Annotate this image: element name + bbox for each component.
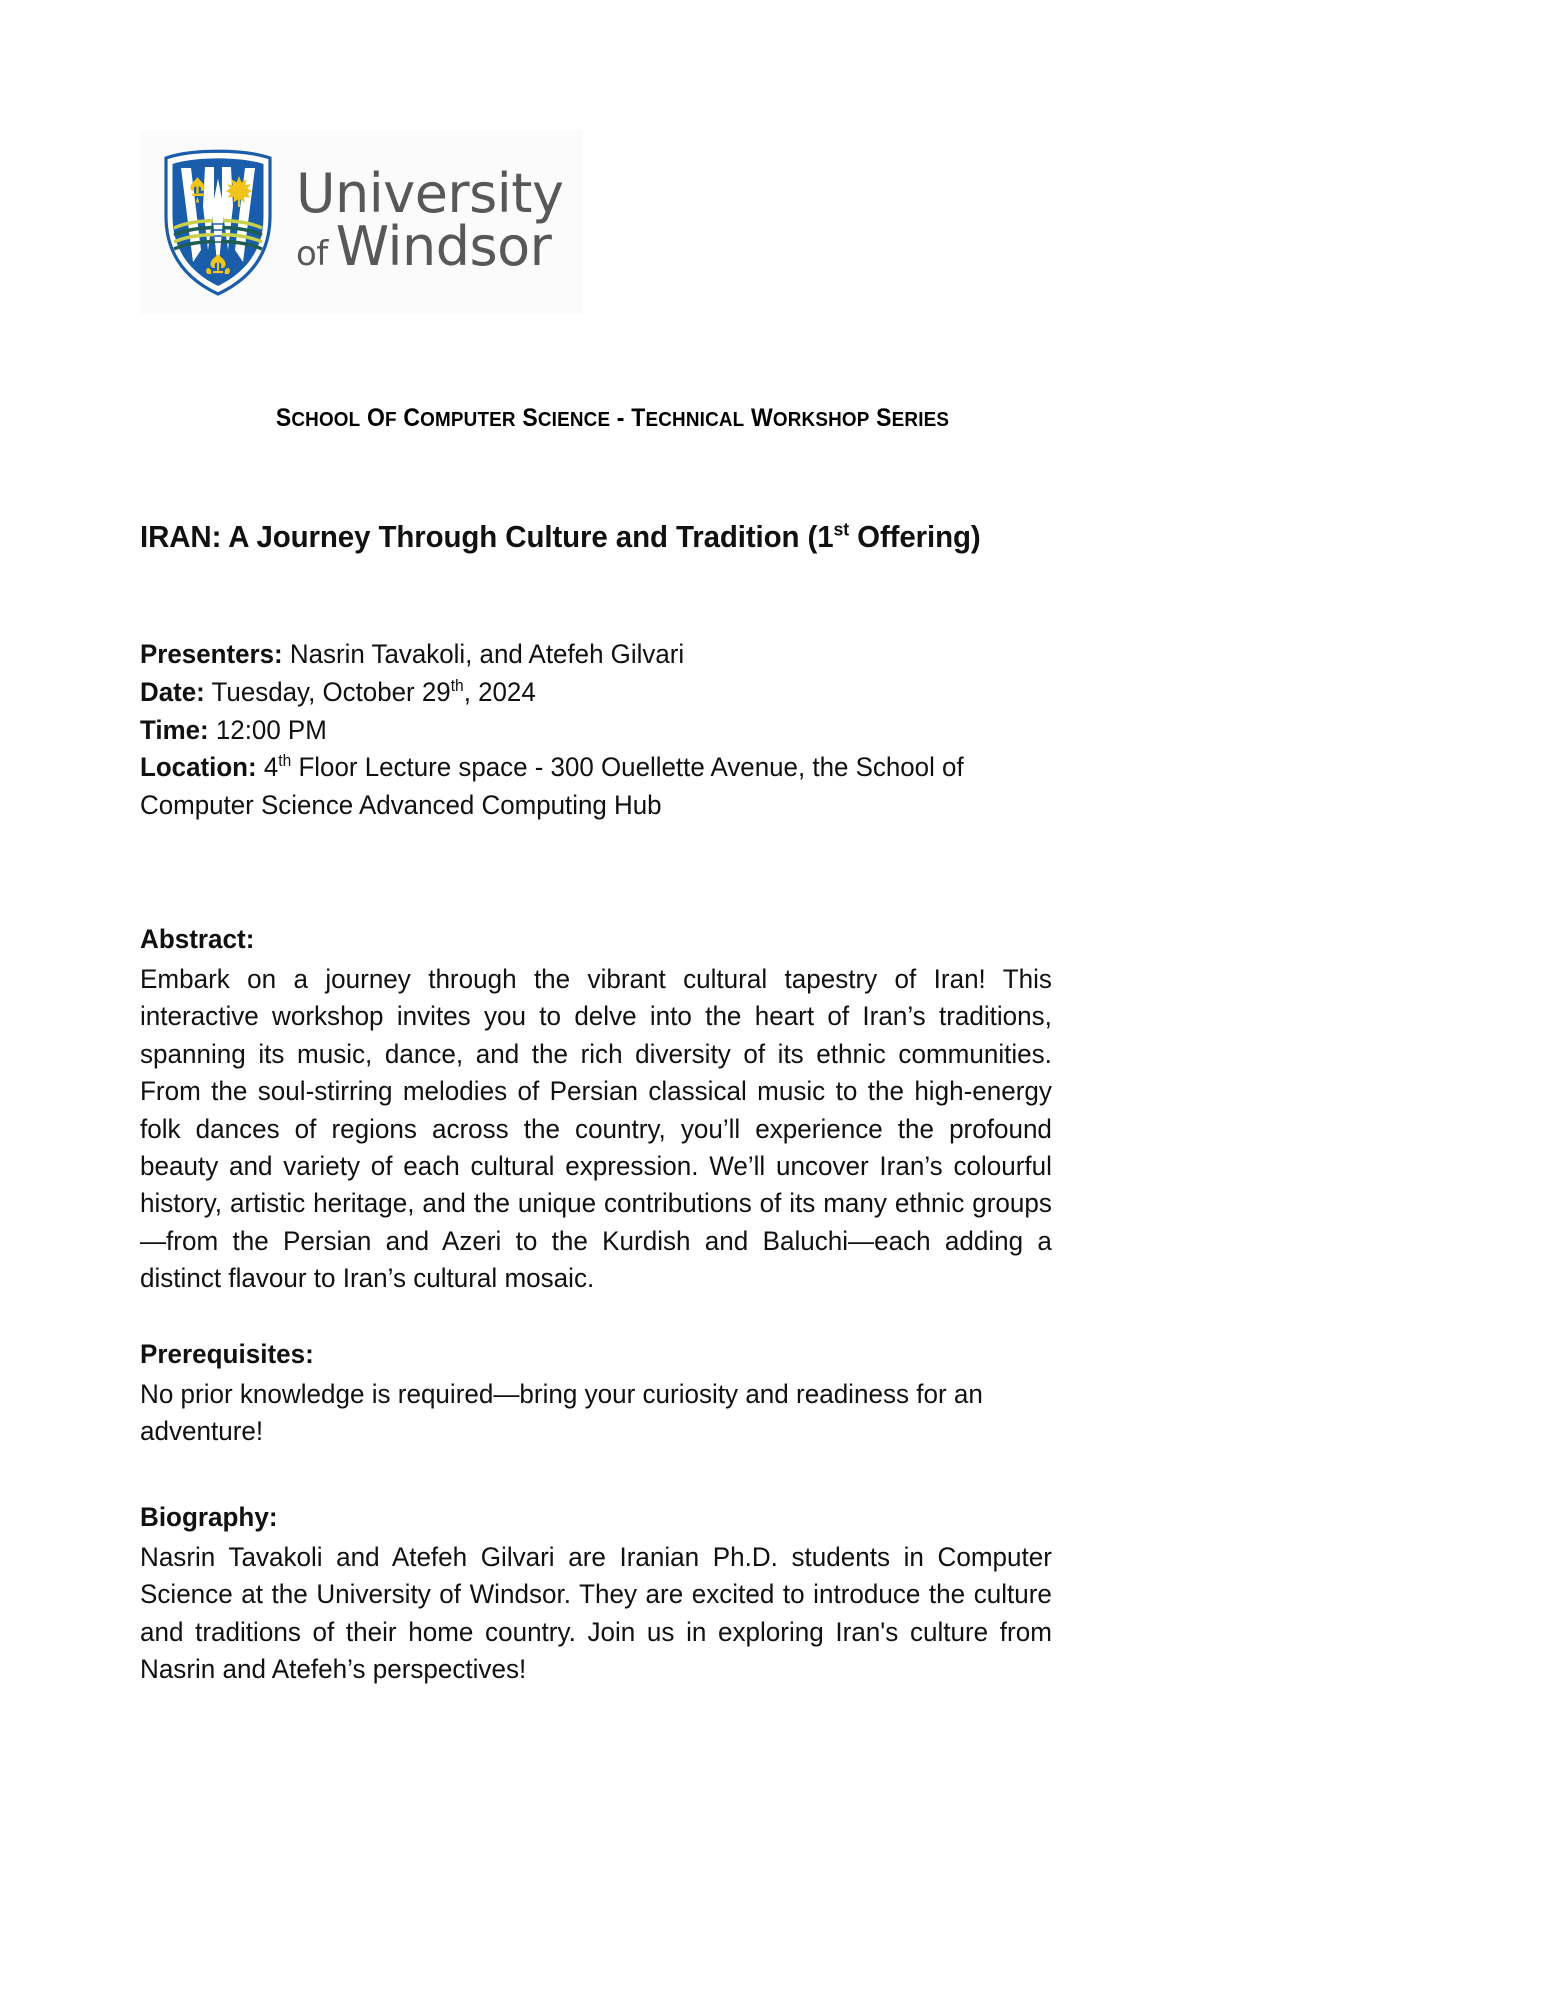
- biography-section: [140, 1500, 1052, 1689]
- wordmark-windsor: Windsor: [335, 215, 552, 278]
- presenters-label: Presenters:: [140, 639, 283, 669]
- abstract-section: [140, 922, 1052, 1298]
- date-value-pre: Tuesday, October 29: [204, 676, 451, 707]
- detail-date: [140, 674, 1052, 712]
- workshop-series-header: SCHOOL OF COMPUTER SCIENCE - TECHNICAL WORKSHOP SERIES: [275, 404, 950, 432]
- prerequisites-body: No prior knowledge is required—bring your curiosity and readiness for an adventure!: [140, 1379, 983, 1447]
- abstract-body: Embark on a journey through the vibrant cultural tapestry of Iran! This interactive workshop invites you to delve into the heart of Iran’s traditions, spanning its music, dance, and the rich diversity of its ethnic communities. From the soul-stirring melodies of Persian classical music to the high-energy folk dances of regions across the country, you’ll experience the profound beauty and variety of each cultural expression. We’ll uncover Iran’s colourful history, artistic heritage, and the unique contributions of its many ethnic groups—from the Persian and Azeri to the Kurdish and Baluchi—each adding a distinct flavour to Iran’s cultural mosaic.: [140, 964, 1052, 1294]
- presenters-value: Nasrin Tavakoli, and Atefeh Gilvari: [282, 639, 685, 669]
- abstract-heading: Abstract:: [140, 924, 255, 954]
- location-value-post: Floor Lecture space - 300 Ouellette Avenue, the School of Computer Science Advanced Computing Hub: [140, 752, 964, 821]
- location-value-pre: 4: [256, 752, 279, 783]
- date-value-post: , 2024: [463, 676, 536, 707]
- detail-time: [140, 712, 1052, 750]
- biography-heading: Biography:: [140, 1502, 278, 1532]
- prerequisites-heading: Prerequisites:: [140, 1339, 314, 1369]
- location-label: Location:: [140, 752, 257, 783]
- wordmark-university: University: [296, 162, 564, 226]
- page-title-tail: Offering): [849, 518, 981, 554]
- detail-location: [140, 749, 1052, 825]
- page-title-main: IRAN: A Journey Through Culture and Tradition (1: [140, 518, 834, 554]
- time-value: 12:00 PM: [208, 714, 327, 745]
- windsor-shield-icon: [162, 146, 274, 296]
- page-title-superscript: st: [833, 518, 850, 540]
- date-label: Date:: [140, 676, 205, 707]
- university-wordmark: [296, 162, 564, 278]
- prerequisites-section: [140, 1337, 1052, 1451]
- location-superscript: th: [278, 752, 292, 771]
- page-title: [140, 519, 1090, 555]
- university-logo: [140, 130, 583, 314]
- wordmark-of: of: [296, 234, 328, 274]
- date-superscript: th: [450, 676, 464, 695]
- detail-presenters: [140, 636, 1052, 674]
- time-label: Time:: [140, 714, 209, 745]
- event-details: [140, 636, 1052, 825]
- biography-body: Nasrin Tavakoli and Atefeh Gilvari are Iranian Ph.D. students in Computer Science at the University of Windsor. They are excited to introduce the culture and traditions of their home country. Join us in exploring Iran's culture from Nasrin and Atefeh’s perspectives!: [140, 1542, 1052, 1685]
